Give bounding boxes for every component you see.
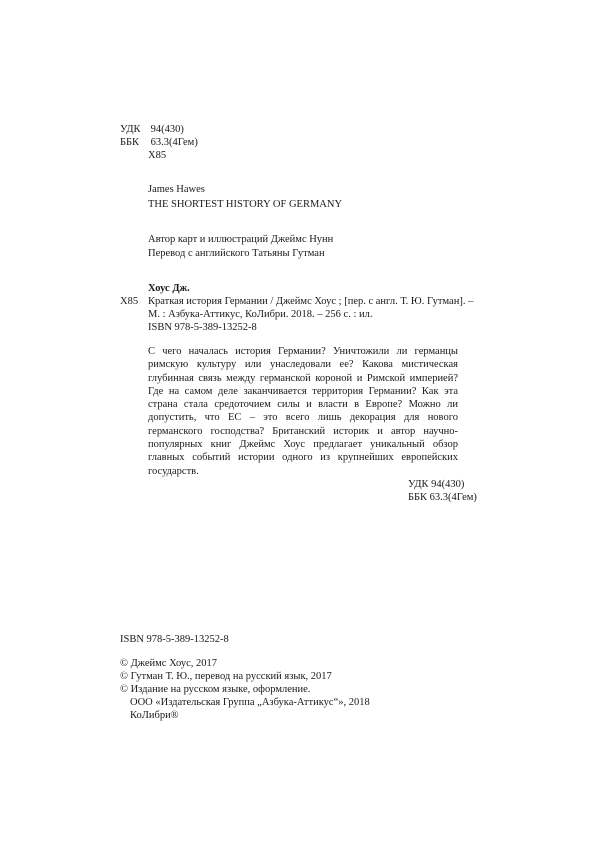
isbn-footer: ISBN 978-5-389-13252-8 (120, 634, 229, 645)
copyright-line: © Джеймс Хоус, 2017 (120, 658, 218, 669)
original-author: James Hawes (148, 184, 205, 195)
original-title: THE SHORTEST HISTORY OF GERMANY (148, 199, 343, 210)
copyright-line: КоЛибри® (130, 710, 179, 721)
annotation-text: С чего началась история Германии? Уничтожили ли германцы римскую культуру или унаследовали ее? Какова мистическая глубинная связь между германской короной и Римской империей? Где на самом деле заканчивается территория Германии? Как эта страна стала средоточием силы и власти в Европе? Можно ли допустить, что ЕС – это всего лишь декорация для нового германского господства? Британский историк и автор научно-популярных книг Джеймс Хоус предлагает уникальный обзор главных событий истории одного из крупнейших европейских государств. (148, 346, 458, 477)
bib-mark: Х85 (120, 296, 139, 307)
bbk-line (120, 136, 198, 149)
bib-line-2: М. : Азбука-Аттикус, КоЛибри. 2018. – 256 с. : ил. (148, 309, 373, 320)
udk-bottom: УДК 94(430) (408, 479, 465, 490)
maps-credit: Автор карт и иллюстраций Джеймс Нунн (148, 234, 334, 245)
bbk-label: ББК (120, 137, 140, 148)
copyright-block (120, 657, 370, 722)
copyright-line: © Гутман Т. Ю., перевод на русский язык, 2017 (120, 671, 332, 682)
annotation (148, 345, 458, 478)
bbk-bottom: ББК 63.3(4Гем) (408, 492, 477, 503)
author-mark-top: Х85 (148, 150, 167, 161)
bib-isbn: ISBN 978-5-389-13252-8 (148, 322, 257, 333)
udk-label: УДК (120, 124, 141, 135)
bib-heading: Хоус Дж. (148, 283, 190, 294)
udk-value: 94(430) (150, 124, 184, 135)
udk-line (120, 123, 184, 136)
bib-line-1: Краткая история Германии / Джеймс Хоус ; [пер. с англ. Т. Ю. Гутман]. – (148, 296, 474, 307)
copyright-line: © Издание на русском языке, оформление. (120, 684, 311, 695)
copyright-line: ООО «Издательская Группа „Азбука-Аттикус“», 2018 (130, 697, 370, 708)
bbk-value: 63.3(4Гем) (150, 137, 198, 148)
translation-credit: Перевод с английского Татьяны Гутман (148, 248, 325, 259)
